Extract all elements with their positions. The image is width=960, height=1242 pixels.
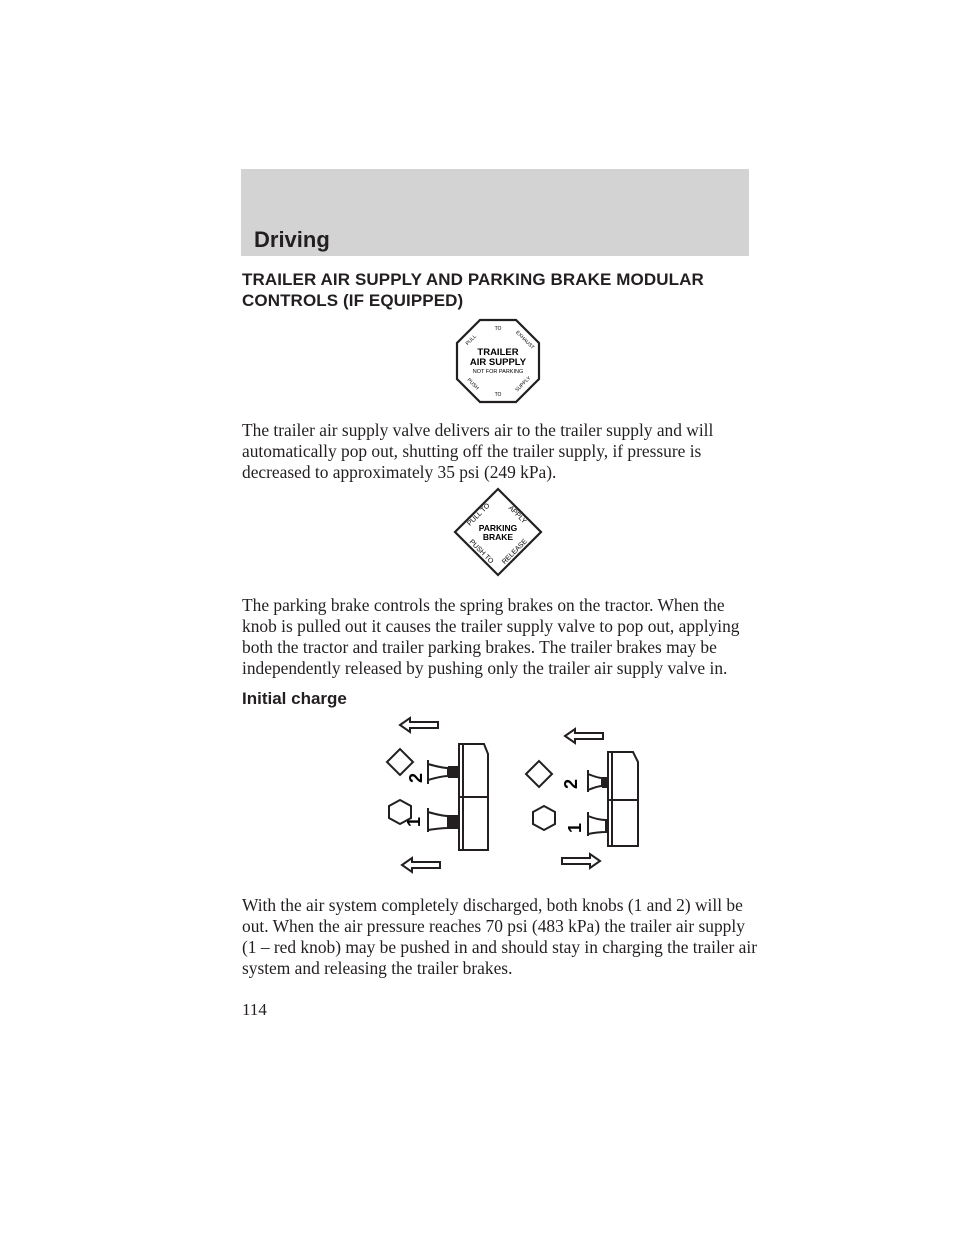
trailer-knob-to-top-text: TO [494,326,502,332]
subheading-initial-charge: Initial charge [242,689,347,708]
paragraph-parking-brake: The parking brake controls the spring brakes on the tractor. When the knob is pulled out it causes the trailer supply valve to pop out, applying both the tractor and trailer parking brakes. The trailer brakes may be independently released by pushing only the trailer air supply valve in. [242,595,740,678]
section-title: Driving [254,227,330,252]
parking-knob-apply-text: APPLY [506,504,528,526]
left-top-arrow-icon [400,718,438,732]
trailer-knob-title-1: TRAILER [477,347,519,358]
trailer-knob-pull-text: PULL [464,333,478,347]
right-lower-knob-icon [588,812,606,836]
section-heading: TRAILER AIR SUPPLY AND PARKING BRAKE MODULAR CONTROLS (IF EQUIPPED) [242,270,704,310]
trailer-knob-subtitle: NOT FOR PARKING [472,369,524,375]
right-valve-housing [608,752,638,846]
parking-knob-pull-to-text: PULL TO [466,502,492,528]
trailer-knob-supply-text: SUPPLY [514,375,533,394]
parking-knob-release-text: RELEASE [501,538,529,566]
trailer-knob-to-bottom-text: TO [494,392,502,398]
page-number: 114 [242,1000,267,1019]
trailer-knob-exhaust-text: EXHAUST [514,329,536,351]
trailer-knob-push-text: PUSH [465,377,480,392]
right-bottom-arrow-icon [562,854,600,868]
left-bottom-arrow-icon [402,858,440,872]
right-diamond-knob-icon [526,761,552,787]
left-label-1: 1 [404,816,424,828]
parking-knob-title-1: PARKING [478,523,518,533]
parking-brake-knob-icon [452,486,544,578]
right-upper-knob-icon [588,770,602,792]
left-lower-knob-icon [428,808,448,832]
trailer-knob-title-2: AIR SUPPLY [469,357,527,368]
right-hexagon-knob-icon [533,806,555,830]
paragraph-trailer-supply: The trailer air supply valve delivers air to the trailer supply and will automatically pop out, shutting off the trailer supply, if pressure is decreased to approximately 35 psi (249 kPa). [242,420,714,482]
left-upper-knob-icon [428,760,448,784]
parking-knob-push-to-text: PUSH TO [467,538,495,566]
left-label-2: 2 [406,772,426,784]
left-diamond-knob-icon [387,749,413,775]
trailer-air-supply-knob-icon [455,318,541,404]
right-label-2: 2 [561,778,581,790]
right-label-1: 1 [565,822,585,834]
right-top-arrow-icon [565,729,603,743]
initial-charge-diagram [360,712,650,882]
section-header [241,169,749,256]
paragraph-initial-charge: With the air system completely discharged, both knobs (1 and 2) will be out. When the air pressure reaches 70 psi (483 kPa) the trailer air supply (1 – red knob) may be pushed in and should stay in charging the trailer air system and releasing the trailer brakes. [242,895,757,978]
left-valve-housing [459,744,488,850]
parking-knob-title-2: BRAKE [482,532,514,542]
